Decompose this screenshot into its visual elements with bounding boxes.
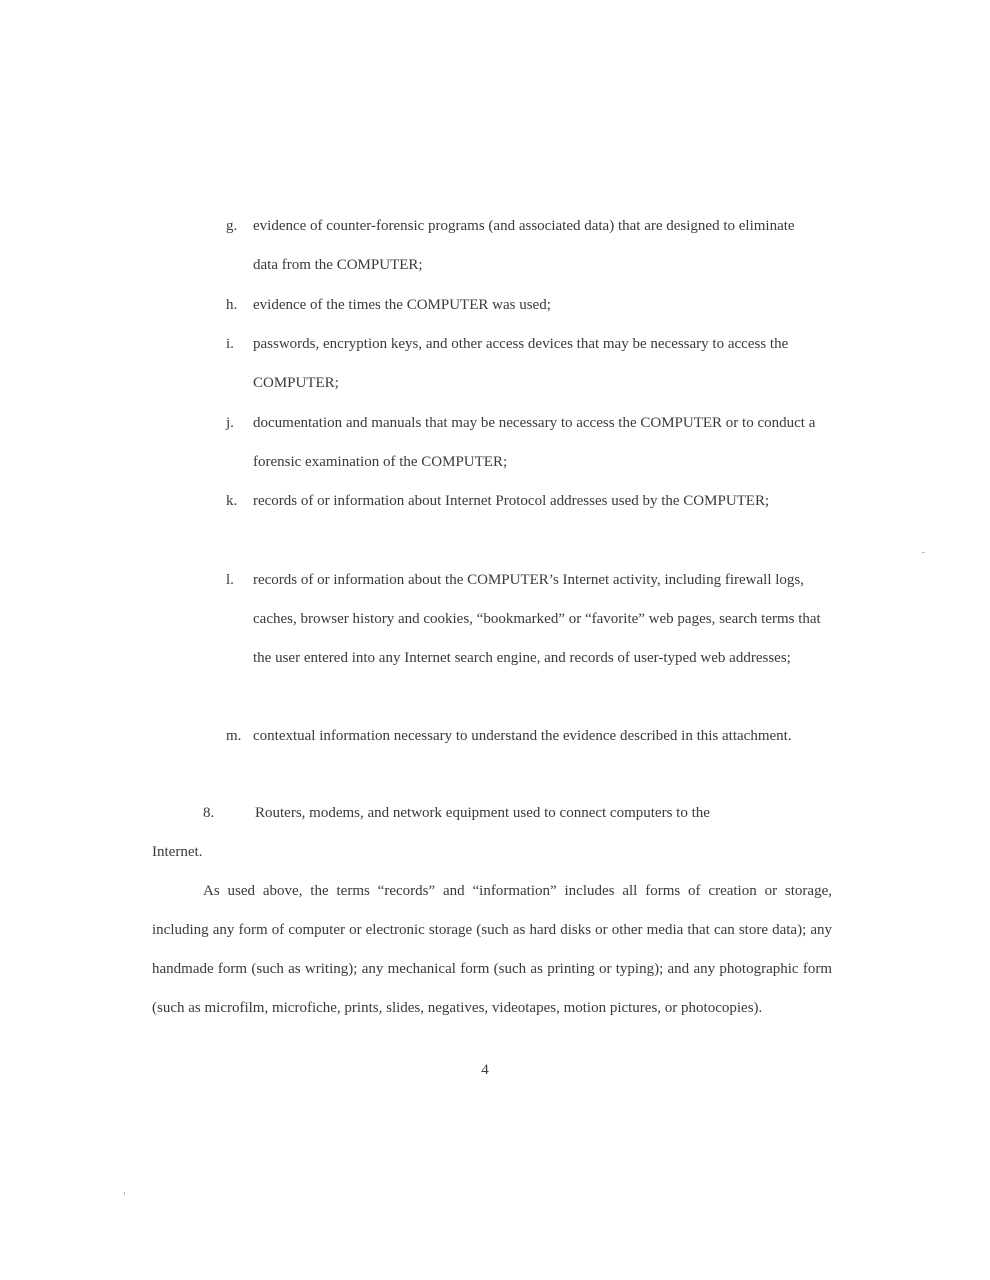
page-number: 4 (481, 1062, 489, 1078)
list-item-text: records of or information about Internet Protocol addresses used by the COMPUTER; (253, 493, 770, 509)
list-item-text: passwords, encryption keys, and other access devices that may be necessary to access the COMPUTER; (253, 336, 789, 391)
list-item-i (226, 325, 826, 403)
list-item-m (226, 717, 826, 756)
list-marker: h. (226, 297, 238, 313)
list-item-j (226, 404, 826, 482)
list-marker: k. (226, 493, 238, 509)
list-marker: l. (226, 572, 234, 588)
paragraph-8 (152, 794, 832, 872)
list-item-k (226, 482, 826, 521)
scan-speck (922, 552, 925, 553)
list-item-text: contextual information necessary to understand the evidence described in this attachment. (253, 728, 792, 744)
paragraph-number: 8. (203, 805, 215, 821)
list-item-text: evidence of counter-forensic programs (and associated data) that are designed to eliminate data from the COMPUTER; (253, 218, 795, 273)
list-marker: i. (226, 336, 234, 352)
list-item-g (226, 207, 826, 285)
list-marker: j. (226, 415, 234, 431)
list-item-h (226, 286, 826, 325)
list-marker: m. (226, 728, 242, 744)
list-marker: g. (226, 218, 238, 234)
list-item-text: documentation and manuals that may be necessary to access the COMPUTER or to conduct a forensic examination of the COMPUTER; (253, 415, 816, 470)
list-item-l (226, 561, 826, 678)
scan-speck (124, 1192, 125, 1195)
paragraph-8-first-line: Routers, modems, and network equipment used to connect computers to the (255, 805, 710, 821)
definitions-paragraph: As used above, the terms “records” and “information” includes all forms of creation or storage, including any form of computer or electronic storage (such as hard disks or other media that can store data); any handmade form (such as writing); any mechanical form (such as printing or typing); and any photographic form (such as microfilm, microfiche, prints, slides, negatives, videotapes, motion pictures, or photocopies). (152, 883, 832, 1016)
list-item-text: evidence of the times the COMPUTER was used; (253, 297, 551, 313)
list-item-text: records of or information about the COMPUTER’s Internet activity, including firewall logs, caches, browser history and cookies, “bookmarked” or “favorite” web pages, search terms that the user entered into any Internet search engine, and records of user-typed web addresses; (253, 572, 821, 666)
paragraph-8-continuation: Internet. (152, 844, 203, 860)
